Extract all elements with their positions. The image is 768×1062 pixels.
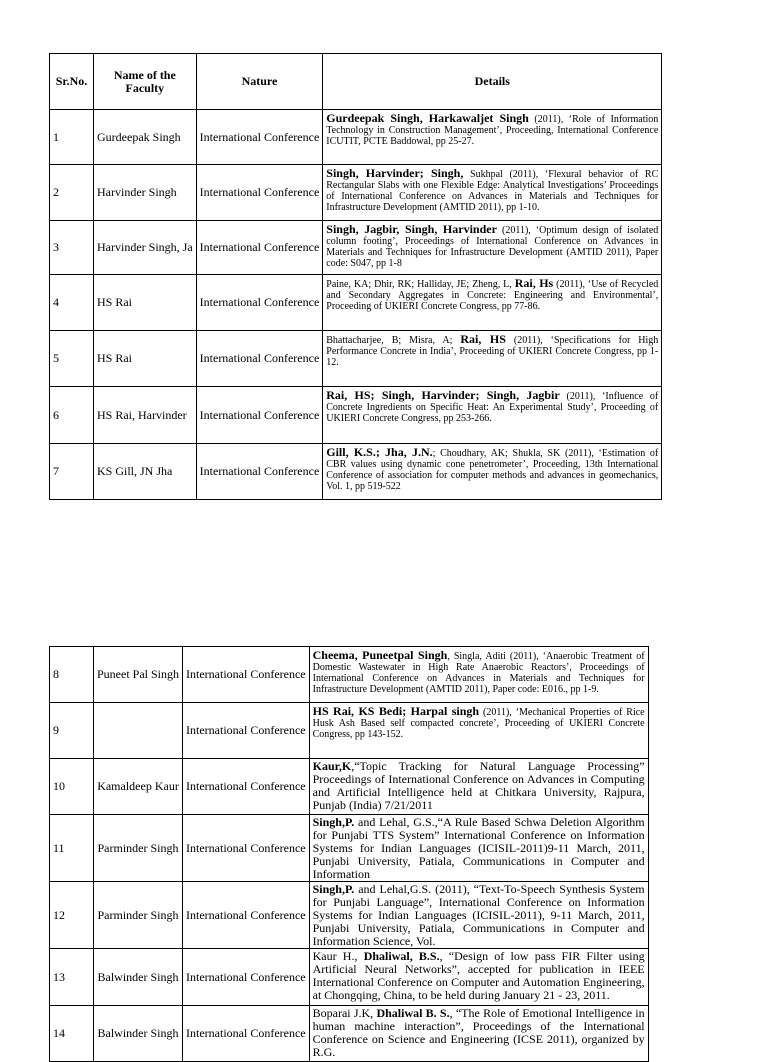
faculty-name-cell: Harvinder Singh, Ja bbox=[94, 221, 197, 275]
details-cell bbox=[323, 275, 662, 331]
details-citation: (2011), ‘Optimum design of isolated column footing’, Proceedings of International Conference on Advances in Materials and Techniques for Infrastructure Development (AMTID 2011), Paper code: S047, pp 1-8 bbox=[326, 225, 659, 269]
details-cell bbox=[323, 331, 662, 387]
sr-no-cell: 8 bbox=[50, 647, 94, 703]
sr-no-cell: 11 bbox=[50, 815, 94, 882]
faculty-publications-table-2 bbox=[49, 646, 649, 1062]
faculty-name-cell: HS Rai, Harvinder bbox=[94, 387, 197, 444]
nature-cell: International Conference bbox=[196, 165, 323, 221]
table-row bbox=[50, 647, 649, 703]
details-citation: , Singla, Aditi (2011), ‘Anaerobic Treatment of Domestic Wastewater in High Rate Anaerobic Reactors’, Proceedings of International Conference on Advances in Materials and Techniques for Infrastructure Development (AMTID 2011), Paper code: E016., pp 1-9. bbox=[312, 651, 645, 695]
nature-cell: International Conference bbox=[183, 759, 310, 815]
sr-no-cell: 7 bbox=[50, 444, 94, 500]
nature-cell: International Conference bbox=[183, 703, 310, 759]
faculty-name-cell bbox=[94, 703, 183, 759]
table-row bbox=[50, 387, 662, 444]
details-authors: Rai, HS bbox=[460, 332, 506, 346]
sr-no-cell: 13 bbox=[50, 949, 94, 1006]
details-authors-prefix: Bhattacharjee, B; Misra, A; bbox=[326, 335, 461, 346]
details-authors: Kaur,K bbox=[312, 759, 352, 773]
table-row bbox=[50, 815, 649, 882]
faculty-name-cell: Gurdeepak Singh bbox=[94, 110, 197, 165]
table-row bbox=[50, 949, 649, 1006]
details-authors: Dhaliwal, B.S. bbox=[363, 949, 440, 963]
nature-cell: International Conference bbox=[183, 949, 310, 1006]
details-authors: Rai, Hs bbox=[514, 276, 554, 290]
table-row bbox=[50, 275, 662, 331]
table-row bbox=[50, 165, 662, 221]
header-faculty-name: Name of the Faculty bbox=[94, 54, 197, 110]
header-details: Details bbox=[323, 54, 662, 110]
nature-cell: International Conference bbox=[183, 647, 310, 703]
sr-no-cell: 5 bbox=[50, 331, 94, 387]
sr-no-cell: 10 bbox=[50, 759, 94, 815]
details-citation: and Lehal, G.S.,“A Rule Based Schwa Deletion Algorithm for Punjabi TTS System” International Conference on Information Systems for Indian Languages (ICISIL-2011)9-11 March, 2011, Punjabi University, Patiala, Communications in Computer and Information bbox=[312, 815, 645, 881]
details-authors-prefix: Boparai J.K, bbox=[312, 1006, 377, 1020]
header-nature: Nature bbox=[196, 54, 323, 110]
table-row bbox=[50, 703, 649, 759]
details-cell bbox=[309, 1006, 648, 1062]
sr-no-cell: 2 bbox=[50, 165, 94, 221]
details-cell bbox=[309, 815, 648, 882]
details-authors: Gurdeepak Singh, Harkawaljet Singh bbox=[326, 111, 529, 125]
faculty-name-cell: KS Gill, JN Jha bbox=[94, 444, 197, 500]
details-cell bbox=[309, 703, 648, 759]
table-header-row bbox=[50, 54, 662, 110]
nature-cell: International Conference bbox=[183, 1006, 310, 1062]
details-authors-prefix: Kaur H., bbox=[312, 949, 364, 963]
details-citation: (2011), ‘Influence of Concrete Ingredients on Specific Heat: An Experimental Study’, Proceeding of UKIERI Concrete Congress, pp 253-266. bbox=[326, 391, 659, 424]
details-citation: (2011), ‘Use of Recycled and Secondary Aggregates in Concrete: Engineering and Environmental’, Proceeding of UKIERI Concrete Congress, pp 77-86. bbox=[326, 279, 659, 312]
nature-cell: International Conference bbox=[196, 221, 323, 275]
details-citation: ,“Topic Tracking for Natural Language Processing” Proceedings of International Conference on Advances in Computing and Artificial Intelligence held at Chitkara University, Rajpura, Punjab (India) 7/21/2011 bbox=[312, 759, 645, 812]
sr-no-cell: 1 bbox=[50, 110, 94, 165]
table-row bbox=[50, 882, 649, 949]
details-citation: Sukhpal (2011), ‘Flexural behavior of RC Rectangular Slabs with one Flexible Edge: Analytical Investigations’ Proceedings of International Conference on Advances in Materials and Techniques for Infrastructure Development (AMTID 2011), pp 1-10. bbox=[326, 169, 659, 213]
header-sr-no: Sr.No. bbox=[50, 54, 94, 110]
details-cell bbox=[323, 221, 662, 275]
sr-no-cell: 12 bbox=[50, 882, 94, 949]
sr-no-cell: 3 bbox=[50, 221, 94, 275]
faculty-name-cell: HS Rai bbox=[94, 275, 197, 331]
nature-cell: International Conference bbox=[196, 275, 323, 331]
faculty-name-cell: HS Rai bbox=[94, 331, 197, 387]
sr-no-cell: 4 bbox=[50, 275, 94, 331]
details-citation: (2011), ‘Mechanical Properties of Rice Husk Ash Based self compacted concrete’, Proceeding of UKIERI Concrete Congress, pp 143-152. bbox=[312, 707, 645, 740]
faculty-publications-table-1 bbox=[49, 53, 662, 500]
details-cell bbox=[309, 759, 648, 815]
details-authors: Gill, K.S.; Jha, J.N. bbox=[326, 445, 433, 459]
details-citation: , “The Role of Emotional Intelligence in human machine interaction”, Proceedings of the International Conference on Science and Engineering (ICSE 2011), organized by R.G. bbox=[312, 1006, 645, 1059]
details-cell bbox=[323, 444, 662, 500]
nature-cell: International Conference bbox=[196, 444, 323, 500]
details-citation: , “Design of low pass FIR Filter using Artificial Neural Networks”, accepted for publication in IEEE International Conference on Computer and Automation Engineering, at Chongqing, China, to be held during January 21 - 23, 2011. bbox=[312, 949, 645, 1002]
details-cell bbox=[309, 647, 648, 703]
details-authors: Dhaliwal B. S. bbox=[376, 1006, 450, 1020]
details-authors: Singh, Harvinder; Singh, bbox=[326, 166, 464, 180]
faculty-name-cell: Harvinder Singh bbox=[94, 165, 197, 221]
table-row bbox=[50, 110, 662, 165]
nature-cell: International Conference bbox=[196, 110, 323, 165]
sr-no-cell: 6 bbox=[50, 387, 94, 444]
details-cell bbox=[323, 387, 662, 444]
details-authors: Singh, Jagbir, Singh, Harvinder bbox=[326, 222, 497, 236]
faculty-name-cell: Balwinder Singh bbox=[94, 949, 183, 1006]
nature-cell: International Conference bbox=[196, 331, 323, 387]
faculty-name-cell: Puneet Pal Singh bbox=[94, 647, 183, 703]
nature-cell: International Conference bbox=[196, 387, 323, 444]
faculty-name-cell: Parminder Singh bbox=[94, 815, 183, 882]
sr-no-cell: 9 bbox=[50, 703, 94, 759]
table-row bbox=[50, 221, 662, 275]
details-authors: Rai, HS; Singh, Harvinder; Singh, Jagbir bbox=[326, 388, 560, 402]
details-cell bbox=[309, 949, 648, 1006]
details-citation: and Lehal,G.S. (2011), “Text-To-Speech Synthesis System for Punjabi Language”, International Conference on Information Systems for Indian Languages (ICISIL-2011), 9-11 March, 2011, Punjabi University, Patiala, Communications in Computer and Information Science, Vol. bbox=[312, 882, 645, 948]
faculty-name-cell: Kamaldeep Kaur bbox=[94, 759, 183, 815]
nature-cell: International Conference bbox=[183, 882, 310, 949]
details-authors: Singh,P. bbox=[312, 815, 355, 829]
faculty-name-cell: Parminder Singh bbox=[94, 882, 183, 949]
details-authors: Singh,P. bbox=[312, 882, 355, 896]
table-row bbox=[50, 331, 662, 387]
details-authors: HS Rai, KS Bedi; Harpal singh bbox=[312, 704, 480, 718]
details-authors-prefix: Paine, KA; Dhir, RK; Halliday, JE; Zheng, L, bbox=[326, 279, 515, 290]
details-citation: ; Choudhary, AK; Shukla, SK (2011), ‘Estimation of CBR values using dynamic cone penetrometer’, Proceeding, 13th International Conference of association for computer methods and advances in geomechanics, Vol. 1, pp 519-522 bbox=[326, 448, 659, 492]
details-citation: (2011), ‘Role of Information Technology in Construction Management’, Proceeding, International Conference ICUTIT, PCTE Baddowal, pp 25-27. bbox=[326, 114, 659, 147]
faculty-name-cell: Balwinder Singh bbox=[94, 1006, 183, 1062]
sr-no-cell: 14 bbox=[50, 1006, 94, 1062]
details-cell bbox=[323, 165, 662, 221]
details-cell bbox=[323, 110, 662, 165]
table-row bbox=[50, 444, 662, 500]
table-row bbox=[50, 759, 649, 815]
details-cell bbox=[309, 882, 648, 949]
details-citation: (2011), ‘Specifications for High Performance Concrete in India’, Proceeding of UKIERI Concrete Congress, pp 1-12. bbox=[326, 335, 659, 368]
nature-cell: International Conference bbox=[183, 815, 310, 882]
table-row bbox=[50, 1006, 649, 1062]
details-authors: Cheema, Puneetpal Singh bbox=[312, 648, 448, 662]
